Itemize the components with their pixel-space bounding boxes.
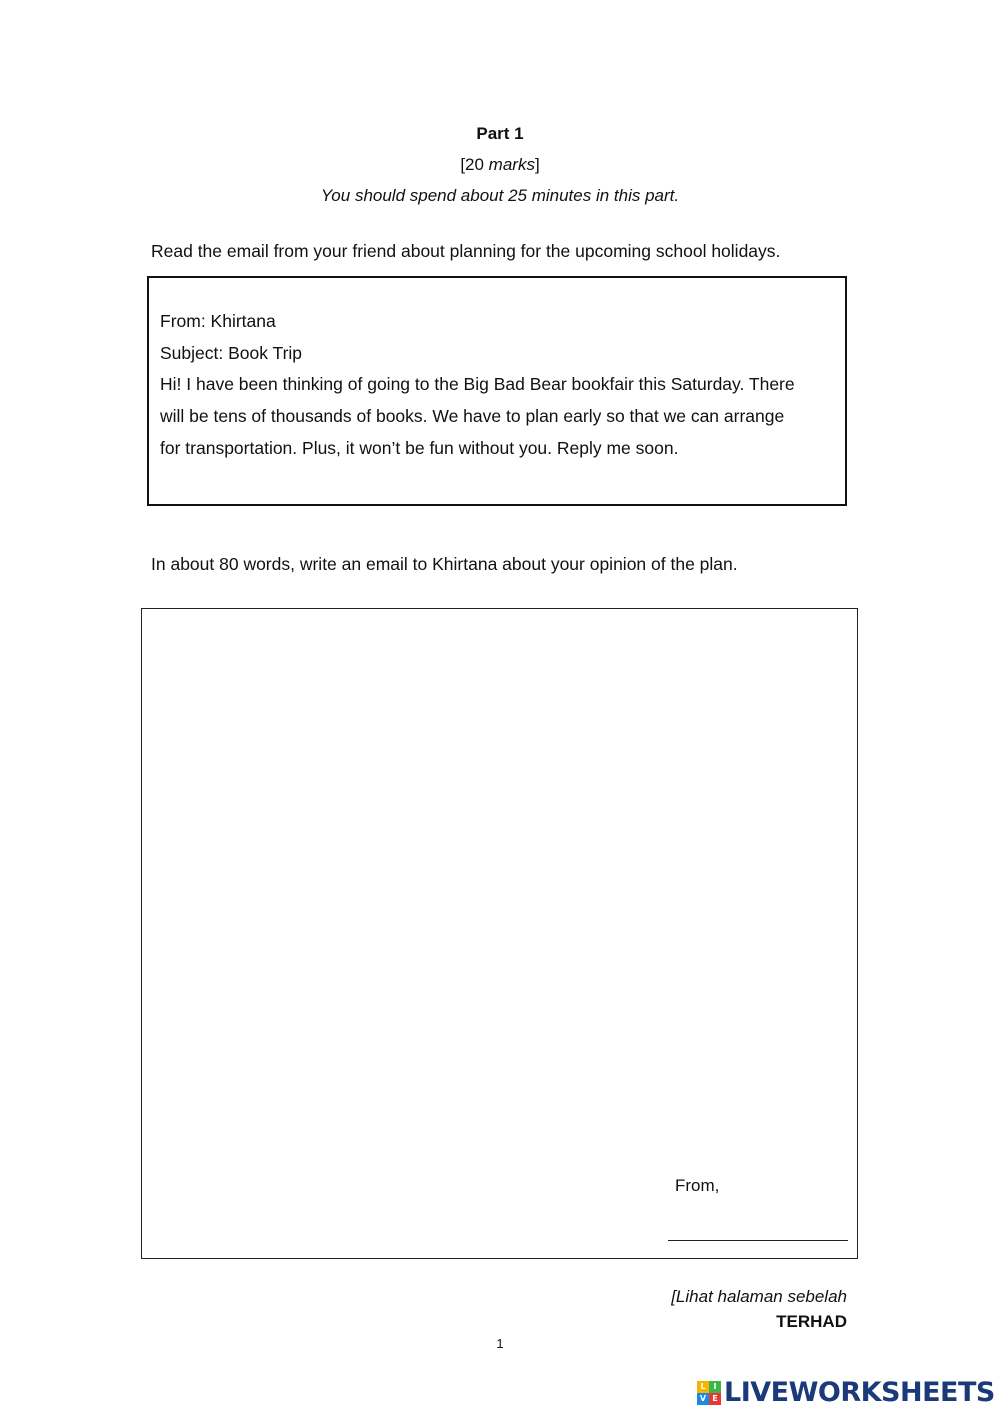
marks-word: marks [488,155,535,174]
marks-label [0,155,1000,175]
email-body-line: for transportation. Plus, it won’t be fun without you. Reply me soon. [160,438,679,458]
part-title: Part 1 [476,124,524,143]
next-page-note: [Lihat halaman sebelah [671,1287,847,1306]
logo-tile: E [709,1393,721,1405]
write-instruction: In about 80 words, write an email to Khirtana about your opinion of the plan. [151,554,738,574]
logo-tile: I [709,1381,721,1393]
liveworksheets-wordmark: LIVEWORKSHEETS [724,1377,995,1408]
restricted-label: TERHAD [776,1312,847,1331]
email-from: From: Khirtana [160,311,276,331]
read-instruction: Read the email from your friend about planning for the upcoming school holidays. [151,241,781,261]
email-body-line: will be tens of thousands of books. We have to plan early so that we can arrange [160,406,785,426]
sign-from-label: From, [675,1176,720,1195]
page-number: 1 [496,1336,504,1351]
answer-box[interactable] [141,608,858,1259]
logo-tile: L [697,1381,709,1393]
marks-close: ] [534,155,540,174]
email-body-line: Hi! I have been thinking of going to the Big Bad Bear bookfair this Saturday. There [160,374,795,394]
logo-tile: V [697,1393,709,1405]
time-note: You should spend about 25 minutes in this part. [320,186,680,205]
email-subject: Subject: Book Trip [160,343,303,363]
signature-line [668,1240,848,1241]
liveworksheets-icon [697,1381,721,1405]
marks-open: [20 [460,155,489,174]
liveworksheets-logo [697,1375,995,1411]
email-box [147,276,847,506]
